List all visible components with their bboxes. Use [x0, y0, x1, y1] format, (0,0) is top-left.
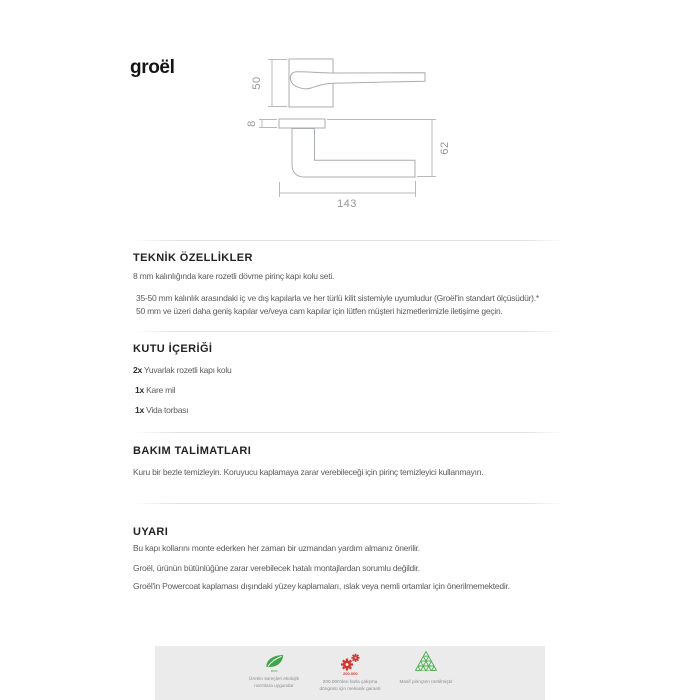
- item-quantity: 1x: [135, 405, 144, 415]
- item-label: Vida torbası: [143, 405, 189, 415]
- solid-brass-badge: [388, 646, 464, 700]
- box-contents-item: [135, 405, 188, 415]
- technical-specs-line: 50 mm ve üzeri daha geniş kapılar ve/veya cam kapılar için lütfen müşteri hizmetlerimizle iletişime geçin.: [136, 306, 503, 316]
- box-contents-item: [133, 365, 231, 375]
- technical-specs-title: TEKNİK ÖZELLİKLER: [133, 252, 253, 264]
- eco-badge: [236, 646, 312, 700]
- section-divider: [135, 432, 565, 433]
- mechanical-warranty-badge: [312, 646, 388, 700]
- eco-label: eco: [270, 668, 278, 674]
- cycle-count-label: 200.000: [342, 671, 358, 677]
- section-divider: [135, 331, 565, 332]
- box-contents-item: [135, 385, 175, 395]
- warning-line: Groël, ürünün bütünlüğüne zarar verebilecek hatalı montajlardan sorumlu değildir.: [133, 563, 420, 573]
- item-quantity: 2x: [133, 365, 142, 375]
- leaf-icon: [264, 653, 285, 668]
- dim-label-8: 8: [246, 120, 258, 127]
- item-quantity: 1x: [135, 385, 144, 395]
- care-instructions-line: Kuru bir bezle temizleyin. Koruyucu kaplamaya zarar verebileceği için pirinç temizleyici kullanmayın.: [133, 467, 484, 477]
- badge-caption: 200.000'den fazla çalışma döngüsü için mekanik garanti: [319, 679, 381, 691]
- dim-label-62: 62: [439, 141, 451, 155]
- rosette-side-view: [279, 119, 325, 128]
- gears-icon: [338, 653, 362, 671]
- warning-line: Groël'in Powercoat kaplaması dışındaki yüzey kaplamaları, ıslak veya nemli ortamlar için önerilmemektedir.: [133, 581, 510, 591]
- box-contents-title: KUTU İÇERİĞİ: [133, 343, 213, 355]
- item-label: Kare mil: [143, 385, 176, 395]
- section-divider: [135, 503, 565, 504]
- section-divider: [135, 240, 565, 241]
- technical-specs-line: 8 mm kalınlığında kare rozetli dövme pirinç kapı kolu seti.: [133, 271, 335, 281]
- dim-label-143: 143: [337, 198, 357, 210]
- handle-side-view: [292, 129, 415, 178]
- item-label: Yuvarlak rozetli kapı kolu: [141, 365, 232, 375]
- brand-logo: groël: [130, 57, 175, 78]
- handle-technical-drawing: [230, 50, 460, 215]
- technical-specs-line: 35-50 mm kalınlık arasındaki iç ve dış kapılarla ve her türlü kilit sistemiyle uyumludur (Groël'in standart ölçüsüdür).*: [136, 293, 539, 303]
- dim-label-50: 50: [251, 76, 263, 90]
- triangle-pattern-icon: [415, 653, 437, 671]
- warning-title: UYARI: [133, 526, 169, 538]
- warning-line: Bu kapı kollarını monte ederken her zaman bir uzmandan yardım almanız önerilir.: [133, 543, 420, 553]
- care-instructions-title: BAKIM TALİMATLARI: [133, 445, 252, 457]
- badge-caption: Üretim süreçleri ekolojik normlara uygundur: [249, 676, 299, 688]
- badge-caption: Masif pirinçten üretilmiştir: [399, 679, 453, 685]
- certification-footer: [155, 646, 545, 700]
